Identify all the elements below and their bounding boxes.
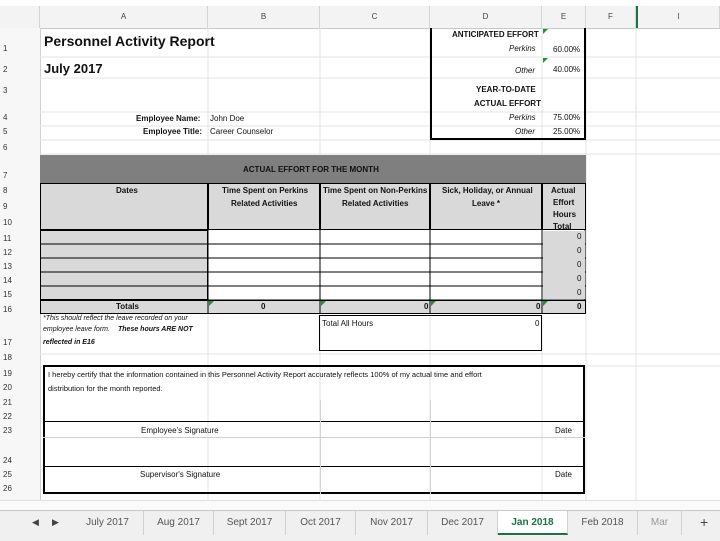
scroll-tabs-right-icon[interactable]: ▶: [52, 517, 59, 527]
employee-title-label: Employee Title:: [143, 127, 202, 136]
anticipated-perkins-value[interactable]: 60.00%: [553, 45, 581, 54]
row-header[interactable]: 15: [3, 290, 12, 299]
row-header[interactable]: 14: [3, 276, 12, 285]
totals-nonperkins: 0: [424, 302, 429, 311]
perkins-header-1: Time Spent on Perkins: [222, 186, 309, 195]
certification-text-1: I hereby certify that the information contained in this Personnel Activity Report accurately reflects 100% of my actual time and effort: [48, 370, 482, 379]
total-all-hours-value: 0: [535, 319, 540, 328]
column-header-d[interactable]: D: [430, 6, 542, 28]
tab-sept-2017[interactable]: Sept 2017: [214, 511, 286, 535]
row-header[interactable]: 3: [3, 86, 8, 95]
total-header-1: Actual: [551, 186, 576, 195]
footnote-line-1: *This should reflect the leave recorded on your: [43, 315, 188, 322]
ytd-header-2: ACTUAL EFFORT: [474, 99, 541, 108]
row-total-value: 0: [577, 232, 582, 241]
cert-gridline: [320, 400, 321, 494]
totals-leave: 0: [536, 302, 541, 311]
total-header-2: Effort: [553, 198, 575, 207]
row-header[interactable]: 25: [3, 470, 12, 479]
anticipated-effort-header: ANTICIPATED EFFORT: [452, 30, 539, 39]
row-header[interactable]: 10: [3, 218, 12, 227]
nonperkins-header-2: Related Activities: [342, 199, 409, 208]
scroll-tabs-left-icon[interactable]: ◀: [32, 517, 39, 527]
row-header[interactable]: 20: [3, 383, 12, 392]
signature-line-bottom: [43, 466, 585, 467]
column-header-f[interactable]: F: [586, 6, 636, 28]
row-header[interactable]: 6: [3, 143, 8, 152]
ytd-other-value[interactable]: 25.00%: [553, 127, 581, 136]
row-header[interactable]: 5: [3, 127, 8, 136]
nonperkins-header-1: Time Spent on Non-Perkins: [323, 186, 428, 195]
tab-feb-2018[interactable]: Feb 2018: [568, 511, 638, 535]
row-header[interactable]: 13: [3, 262, 12, 271]
total-all-hours-label: Total All Hours: [322, 319, 374, 328]
dates-header: Dates: [116, 186, 138, 195]
row-header[interactable]: 11: [3, 234, 12, 243]
anticipated-perkins-label: Perkins: [509, 44, 536, 53]
comment-indicator-icon: [543, 29, 548, 34]
select-all-corner[interactable]: [0, 6, 40, 28]
tab-aug-2017[interactable]: Aug 2017: [144, 511, 214, 535]
row-total-value: 0: [577, 246, 582, 255]
row-header[interactable]: 26: [3, 484, 12, 493]
employee-title-value[interactable]: Career Counselor: [210, 127, 274, 136]
employee-date-label: Date: [555, 426, 572, 435]
comment-indicator-icon: [209, 301, 214, 306]
row-header[interactable]: 2: [3, 65, 8, 74]
comment-indicator-icon: [543, 301, 548, 306]
ytd-perkins-label: Perkins: [509, 113, 536, 122]
comment-indicator-icon: [543, 58, 548, 63]
row-header[interactable]: 8: [3, 186, 8, 195]
supervisor-date-label: Date: [555, 470, 572, 479]
leave-header-1: Sick, Holiday, or Annual: [442, 186, 533, 195]
certification-text-2: distribution for the month reported.: [48, 384, 163, 393]
signature-gridline: [43, 437, 585, 438]
row-header[interactable]: 17: [3, 338, 12, 347]
row-total-value: 0: [577, 288, 582, 297]
row-header[interactable]: 19: [3, 369, 12, 378]
row-header[interactable]: 1: [3, 44, 8, 53]
tab-mar[interactable]: Mar: [638, 511, 682, 535]
employee-signature-label: Employee's Signature: [141, 426, 219, 435]
footnote-line-3: These hours ARE NOT: [118, 326, 193, 333]
anticipated-other-label: Other: [515, 66, 536, 75]
supervisor-signature-label: Supervisor's Signature: [140, 470, 221, 479]
footnote-line-2: employee leave form.: [43, 326, 110, 333]
row-total-value: 0: [577, 260, 582, 269]
row-header[interactable]: 23: [3, 426, 12, 435]
column-header-row: [0, 6, 720, 29]
perkins-header-2: Related Activities: [231, 199, 298, 208]
row-header[interactable]: 18: [3, 353, 12, 362]
tab-oct-2017[interactable]: Oct 2017: [286, 511, 356, 535]
signature-line-top: [43, 421, 585, 422]
total-header-3: Hours: [553, 210, 577, 219]
tab-nov-2017[interactable]: Nov 2017: [356, 511, 428, 535]
report-month: July 2017: [44, 61, 103, 76]
column-header-i[interactable]: I: [636, 6, 720, 28]
ytd-perkins-value[interactable]: 75.00%: [553, 113, 581, 122]
row-header[interactable]: 21: [3, 398, 12, 407]
employee-name-label: Employee Name:: [136, 114, 201, 123]
actual-effort-band-label: ACTUAL EFFORT FOR THE MONTH: [243, 165, 379, 174]
row-header[interactable]: 24: [3, 456, 12, 465]
row-header[interactable]: 12: [3, 248, 12, 257]
leave-header-2: Leave *: [472, 199, 501, 208]
comment-indicator-icon: [321, 301, 326, 306]
totals-label: Totals: [116, 302, 139, 311]
comment-indicator-icon: [431, 301, 436, 306]
ytd-header-1: YEAR-TO-DATE: [476, 85, 536, 94]
employee-name-value[interactable]: John Doe: [210, 114, 245, 123]
row-header[interactable]: 7: [3, 171, 8, 180]
report-title: Personnel Activity Report: [44, 33, 215, 49]
row-header-column: [0, 28, 41, 500]
column-header-e[interactable]: E: [542, 6, 586, 28]
row-total-value: 0: [577, 274, 582, 283]
row-header[interactable]: 9: [3, 202, 8, 211]
tab-dec-2017[interactable]: Dec 2017: [428, 511, 498, 535]
row-header[interactable]: 16: [3, 305, 12, 314]
ytd-other-label: Other: [515, 127, 536, 136]
row-header[interactable]: 22: [3, 412, 12, 421]
footnote-line-4: reflected in E16: [43, 339, 95, 346]
total-header-4: Total: [553, 222, 572, 231]
add-sheet-icon[interactable]: +: [700, 514, 709, 530]
column-header-b[interactable]: B: [208, 6, 320, 28]
cert-gridline: [430, 400, 431, 494]
column-header-a[interactable]: A: [40, 6, 208, 28]
totals-perkins: 0: [261, 302, 266, 311]
column-header-c[interactable]: C: [320, 6, 430, 28]
anticipated-other-value[interactable]: 40.00%: [553, 65, 581, 74]
totals-total: 0: [577, 302, 582, 311]
sheet-tab-bar: [0, 510, 720, 541]
tab-jan-2018[interactable]: Jan 2018: [498, 511, 568, 535]
tab-july-2017[interactable]: July 2017: [72, 511, 144, 535]
data-grid-lines: [40, 230, 586, 300]
row-header[interactable]: 4: [3, 113, 8, 122]
